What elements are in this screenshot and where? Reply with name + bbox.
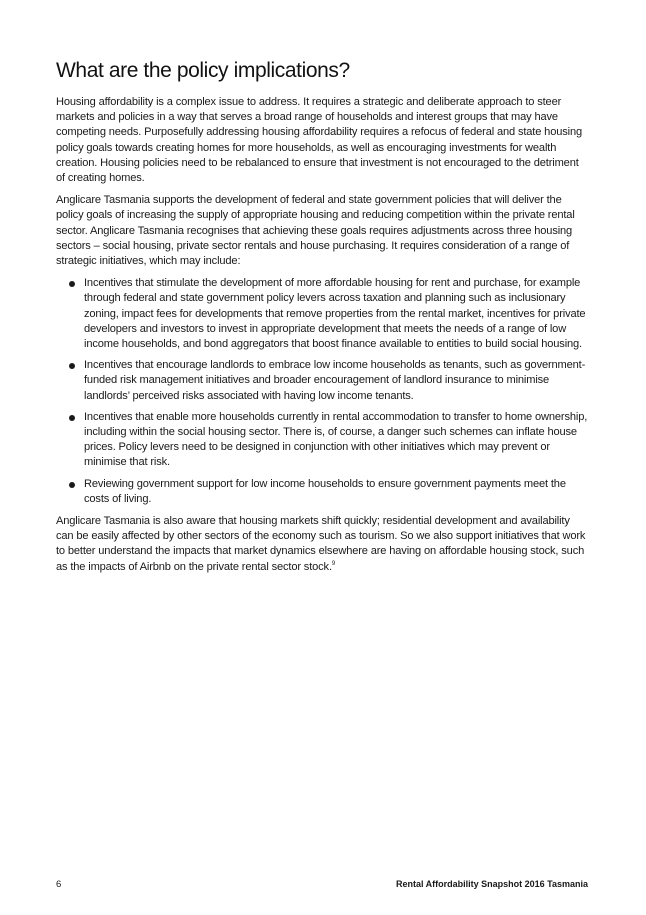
- initiatives-list: [56, 276, 590, 507]
- intro-paragraph: Housing affordability is a complex issue to address. It requires a strategic and deliberate approach to steer markets and policies in a way that serves a broad range of households and interest groups that may have competing needs. Purposefully addressing housing affordability requires a refocus of federal and state housing policy goals towards creating homes for more households, as well as encouraging investments for wealth creation. Housing policies need to be rebalanced to ensure that investment is not encouraged to the detriment of creating homes.: [56, 96, 582, 185]
- bullet-icon: [69, 482, 75, 488]
- list-item: [56, 276, 590, 352]
- footer-document-title: Rental Affordability Snapshot 2016 Tasmania: [395, 879, 588, 889]
- support-paragraph: Anglicare Tasmania supports the development of federal and state government policies that will deliver the policy goals of increasing the supply of appropriate housing and reducing competition within the private rental sector. Anglicare Tasmania recognises that achieving these goals requires adjustments across three housing sectors – social housing, private sector rentals and house purchasing. It requires consideration of a range of strategic initiatives, which may include:: [56, 194, 575, 268]
- closing-paragraph-text: Anglicare Tasmania is also aware that housing markets shift quickly; residential development and availability can be easily affected by other sectors of the economy such as tourism. So we also support initiatives that work to better understand the impacts that market dynamics elsewhere are having on affordable housing stock, such as the impacts of Airbnb on the private rental sector stock.: [56, 515, 586, 573]
- bullet-icon: [69, 363, 75, 369]
- closing-paragraph: [56, 514, 590, 575]
- page-content: [56, 58, 590, 582]
- list-item-text: Incentives that enable more households currently in rental accommodation to transfer to home ownership, including within the social housing sector. There is, of course, a danger such schemes can inflate house prices. Policy levers need to be designed in conjunction with other initiatives which may prevent or minimise that risk.: [84, 410, 588, 469]
- list-item-text: Incentives that stimulate the development of more affordable housing for rent and purchase, for example through federal and state government policy levers across taxation and planning such as inclusionary zoning, impact fees for developments that remove properties from the rental market, incentives for private developers and investors to invest in appropriate development that meets the needs of a range of low income households, and bond aggregators that boost finance available to entities to build social housing.: [84, 277, 586, 351]
- bullet-icon: [69, 415, 75, 421]
- list-item-text: Reviewing government support for low income households to ensure government payments meet the costs of living.: [84, 477, 566, 505]
- page-number: 6: [56, 879, 62, 890]
- list-item: [56, 410, 590, 471]
- list-item: [56, 477, 590, 507]
- bullet-icon: [69, 281, 75, 287]
- list-item-text: Incentives that encourage landlords to embrace low income households as tenants, such as government-funded risk management initiatives and broader encouragement of landlord insurance to minimise landlords’ perceived risks associated with having low income tenants.: [84, 359, 586, 402]
- list-item: [56, 358, 590, 404]
- section-heading: What are the policy implications?: [56, 59, 350, 82]
- footnote-marker[interactable]: 9: [331, 560, 336, 567]
